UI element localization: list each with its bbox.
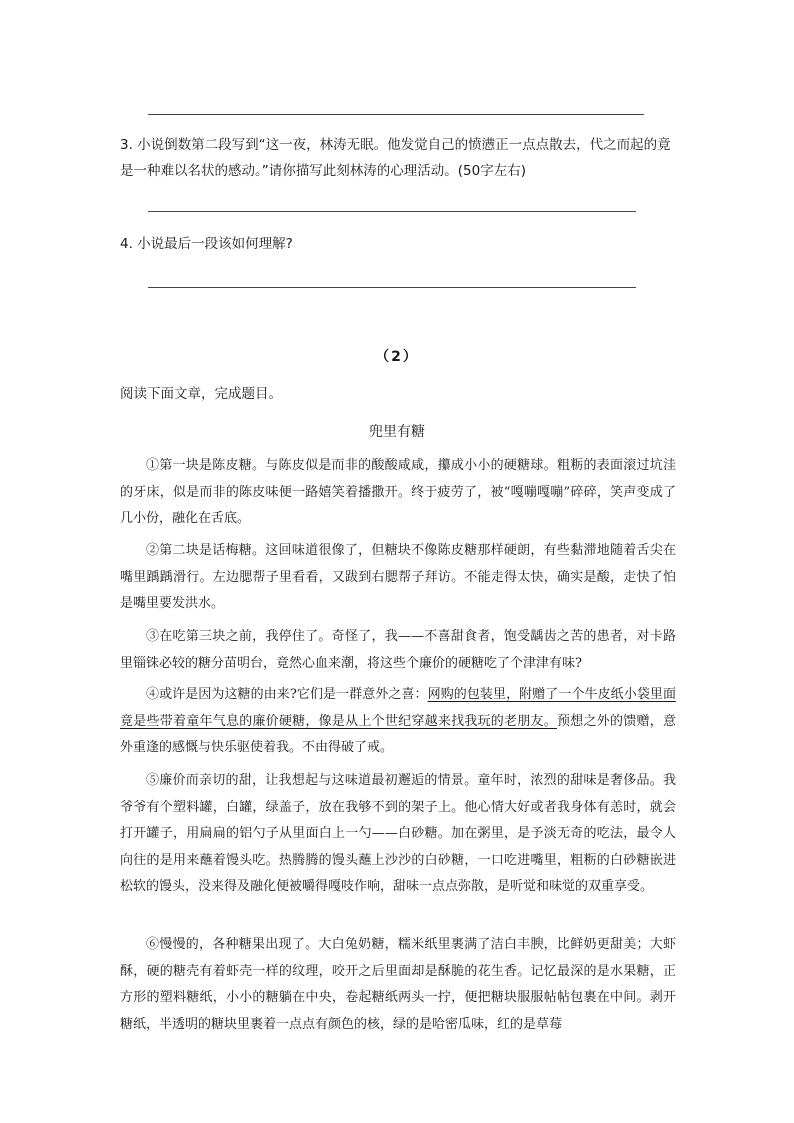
answer-line[interactable] [148,287,636,288]
section-number: （2） [375,349,419,365]
article-title: 兜里有糖 [369,424,425,440]
paragraph-4-lead: ④或许是因为这糖的由来?它们是一群意外之喜： [146,687,428,702]
answer-line[interactable] [148,114,644,115]
article-paragraph-1: ①第一块是陈皮糖。与陈皮似是而非的酸酸咸咸，攥成小小的硬糖球。粗粝的表面滚过坑洼的牙床，似是而非的陈皮味便一路嬉笑着播撒开。终于疲劳了，被“嘎嘣嘎嘣”碎碎，笑声变成了几小份，融化在舌底。 [120,458,676,526]
article-paragraph-6: ⑥慢慢的，各种糖果出现了。大白兔奶糖，糯米纸里裹满了洁白丰腴，比鲜奶更甜美；大虾酥，硬的糖壳有着虾壳一样的纹理，咬开之后里面却是酥脆的花生香。记忆最深的是水果糖，正方形的塑料糖纸，小小的糖躺在中央，卷起糖纸两头一拧，便把糖块服服帖帖包裹在中间。剥开糖纸，半透明的糖块里裹着一点点有颜色的核，绿的是哈密瓜味，红的是草莓 [120,937,676,1032]
underlined-passage: 网购的包装里，附赠了一个牛皮纸小袋里面竟是些带着童年气息的廉价硬糖，像是从上个世纪穿越来找我玩的老朋友。 [120,687,676,729]
article-paragraph-4 [120,682,676,762]
answer-line[interactable] [148,211,636,212]
article-paragraph-2: ②第二块是话梅糖。这回味道很像了，但糖块不像陈皮糖那样硬朗，有些黏滞地随着舌尖在嘴里踽踽滑行。左边腮帮子里看看，又跋到右腮帮子拜访。不能走得太快，确实是酸，走快了怕是嘴里要发洪水。 [120,543,676,611]
article-paragraph-5: ⑤廉价而亲切的甜，让我想起与这味道最初邂逅的情景。童年时，浓烈的甜味是奢侈品。我爷爷有个塑料罐，白罐，绿盖子，放在我够不到的架子上。他心情大好或者我身体有恙时，就会打开罐子，用扁扁的铝勺子从里面白上一勺——白砂糖。加在粥里，是予淡无奇的吃法，最令人向往的是用来蘸着馒头吃。热腾腾的馒头蘸上沙沙的白砂糖，一口吃进嘴里，粗粝的白砂糖嵌进松软的馒头，没来得及融化便被嚼得嘎吱作响，甜味一点点弥散，是听觉和味觉的双重享受。 [120,773,676,894]
paragraph-4-tail: 预想之外的馈赠，意外重逢的感慨与快乐驱使着我。不由得破了戒。 [120,713,676,755]
question-3: 3. 小说倒数第二段写到“这一夜，林涛无眠。他发觉自己的愤懑正一点点散去，代之而起的竟是一种难以名状的感动。”请你描写此刻林涛的心理活动。(50字左右) [120,137,671,179]
section-instruction: 阅读下面文章，完成题目。 [120,386,282,402]
question-4: 4. 小说最后一段该如何理解? [120,236,293,252]
article-paragraph-3: ③在吃第三块之前，我停住了。奇怪了，我——不喜甜食者，饱受龋齿之苦的患者，对卡路里锱铢必较的糖分苗明台，竟然心血来潮，将这些个廉价的硬糖吃了个津津有味? [120,629,676,671]
